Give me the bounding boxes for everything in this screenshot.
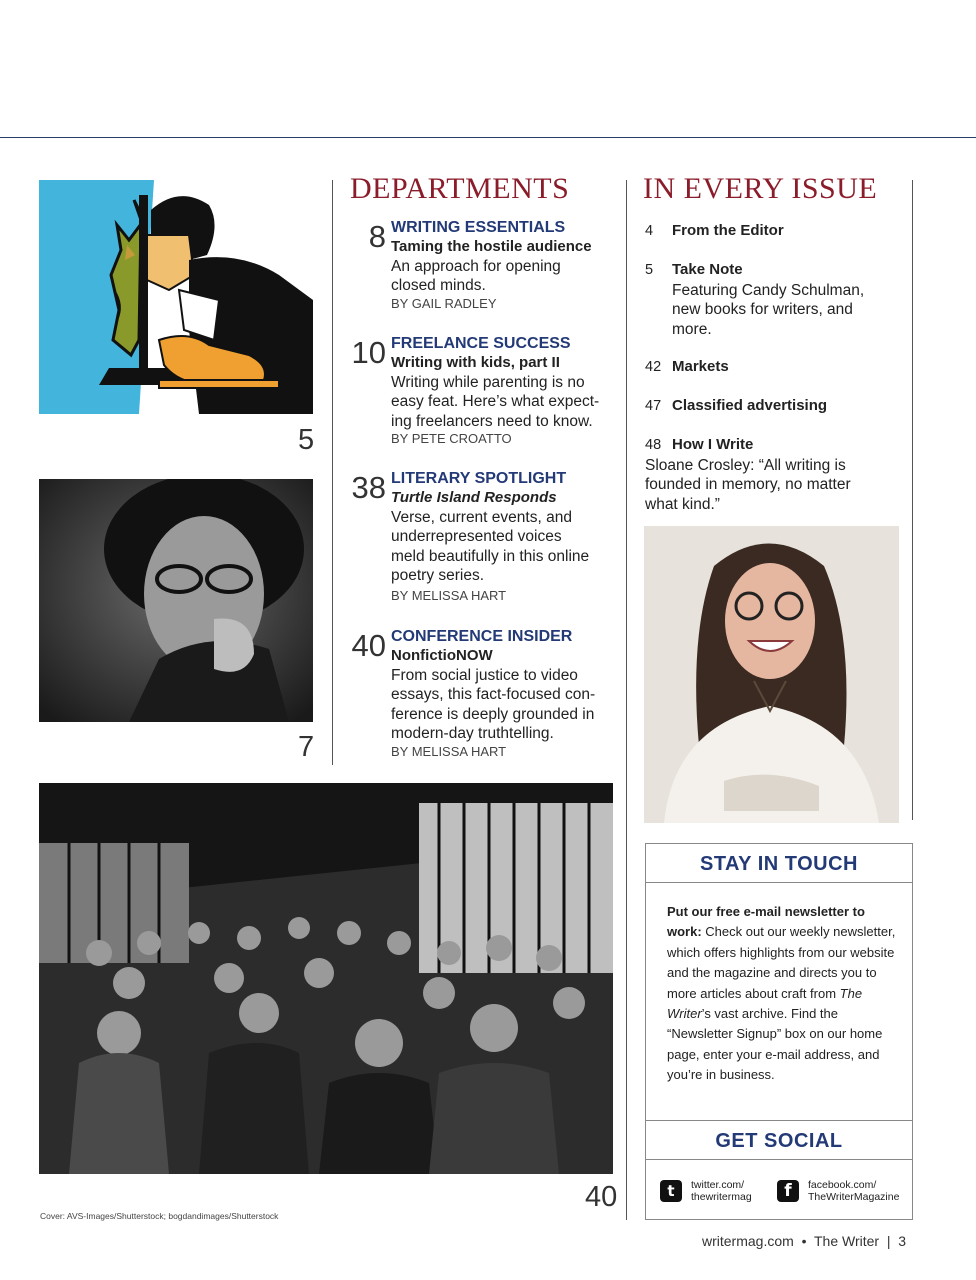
dept-byline: BY PETE CROATTO bbox=[391, 431, 512, 447]
dept-category: WRITING ESSENTIALS bbox=[391, 219, 566, 236]
dept-item-literary-spotlight[interactable] bbox=[350, 470, 620, 604]
every-description: Sloane Crosley: “All writing is founded in memory, no matter what kind.” bbox=[645, 456, 851, 513]
dept-description: Verse, current events, and underrepresented voices meld beautifully in this online poetry series. bbox=[391, 508, 590, 585]
cover-credit-caption: Cover: AVS-Images/Shutterstock; bogdandimages/Shutterstock bbox=[40, 1211, 279, 1221]
dept-title: NonfictioNOW bbox=[391, 647, 493, 664]
every-page-number: 4 bbox=[645, 223, 654, 239]
every-description: Featuring Candy Schulman, new books for writers, and more. bbox=[672, 281, 865, 338]
dept-page-number: 10 bbox=[351, 335, 386, 370]
column-divider-left bbox=[332, 180, 333, 765]
twitter-url-line1: twitter.com/ bbox=[691, 1179, 745, 1191]
box-divider bbox=[646, 1120, 912, 1121]
dept-description: From social justice to video essays, this fact-focused con-ference is deeply grounded in modern-day truthtelling. bbox=[391, 666, 596, 743]
portrait-photo bbox=[39, 479, 313, 722]
dept-byline: BY MELISSA HART bbox=[391, 743, 507, 759]
dept-byline: BY GAIL RADLEY bbox=[391, 295, 497, 311]
dept-item-conference-insider[interactable] bbox=[350, 628, 620, 760]
illustration-image bbox=[39, 180, 313, 414]
every-title: Classified advertising bbox=[672, 397, 828, 414]
dept-description: An approach for opening closed minds. bbox=[391, 257, 561, 295]
dept-item-freelance-success[interactable] bbox=[350, 335, 620, 447]
dept-byline: BY MELISSA HART bbox=[391, 587, 507, 603]
twitter-url-line2: thewritermag bbox=[691, 1191, 752, 1203]
conference-page-number: 40 bbox=[585, 1181, 618, 1213]
portrait-page-number: 7 bbox=[298, 731, 315, 763]
header-rule bbox=[0, 137, 976, 138]
get-social-heading: GET SOCIAL bbox=[715, 1130, 843, 1152]
every-page-number: 42 bbox=[645, 359, 662, 375]
every-item-markets[interactable] bbox=[645, 357, 885, 378]
dept-category: CONFERENCE INSIDER bbox=[391, 628, 573, 645]
twitter-icon: t bbox=[660, 1180, 682, 1202]
facebook-url-line1: facebook.com/ bbox=[808, 1179, 877, 1191]
stay-in-touch-box bbox=[645, 843, 913, 1220]
dept-page-number: 40 bbox=[351, 628, 386, 663]
facebook-icon: f bbox=[777, 1180, 799, 1202]
newsletter-lead: Put our free e-mail newsletter to work: bbox=[667, 904, 865, 940]
every-issue-heading: IN EVERY ISSUE bbox=[643, 172, 878, 205]
illustration-page-number: 5 bbox=[298, 424, 315, 456]
dept-title: Turtle Island Responds bbox=[391, 489, 557, 506]
departments-heading: DEPARTMENTS bbox=[350, 172, 570, 205]
stay-in-touch-heading: STAY IN TOUCH bbox=[699, 853, 858, 875]
every-page-number: 48 bbox=[645, 437, 662, 453]
column-divider-middle bbox=[626, 180, 627, 1220]
newsletter-body-2: ’s vast archive. Find the “Newsletter Signup” box on our home page, enter your e-mail address, and you’re in business. bbox=[667, 1006, 883, 1083]
every-title: How I Write bbox=[672, 436, 754, 453]
every-item-editor[interactable] bbox=[645, 221, 885, 242]
dept-category: LITERARY SPOTLIGHT bbox=[391, 470, 567, 487]
magazine-name: The Writer bbox=[667, 985, 863, 1022]
every-page-number: 47 bbox=[645, 398, 662, 414]
page-footer: writermag.com • The Writer | 3 bbox=[702, 1233, 907, 1249]
facebook-link[interactable] bbox=[777, 1179, 899, 1203]
dept-page-number: 38 bbox=[351, 470, 386, 505]
every-title: From the Editor bbox=[672, 222, 784, 239]
every-page-number: 5 bbox=[645, 262, 654, 278]
dept-category: FREELANCE SUCCESS bbox=[391, 335, 571, 352]
dept-item-writing-essentials[interactable] bbox=[350, 219, 620, 312]
newsletter-body-1: Check out our weekly newsletter, which offers highlights from our website and the magazine and directs you to more articles about craft from bbox=[667, 924, 896, 1001]
author-photo bbox=[644, 526, 899, 823]
column-divider-right bbox=[912, 180, 913, 820]
dept-page-number: 8 bbox=[368, 219, 386, 254]
every-title: Take Note bbox=[672, 261, 743, 278]
every-item-classified[interactable] bbox=[645, 396, 885, 417]
box-divider bbox=[646, 1159, 912, 1160]
dept-title: Taming the hostile audience bbox=[391, 238, 592, 255]
every-item-how-i-write[interactable] bbox=[645, 435, 885, 514]
dept-title: Writing with kids, part II bbox=[391, 354, 560, 371]
every-item-take-note[interactable] bbox=[645, 260, 885, 339]
box-divider bbox=[646, 882, 912, 883]
every-title: Markets bbox=[672, 358, 729, 375]
dept-description: Writing while parenting is no easy feat. Here’s what expect-ing freelancers need to know. bbox=[391, 373, 600, 430]
facebook-url-line2: TheWriterMagazine bbox=[808, 1191, 900, 1203]
conference-crowd-photo bbox=[39, 783, 613, 1174]
twitter-link[interactable] bbox=[660, 1179, 752, 1203]
newsletter-text bbox=[667, 902, 897, 1086]
